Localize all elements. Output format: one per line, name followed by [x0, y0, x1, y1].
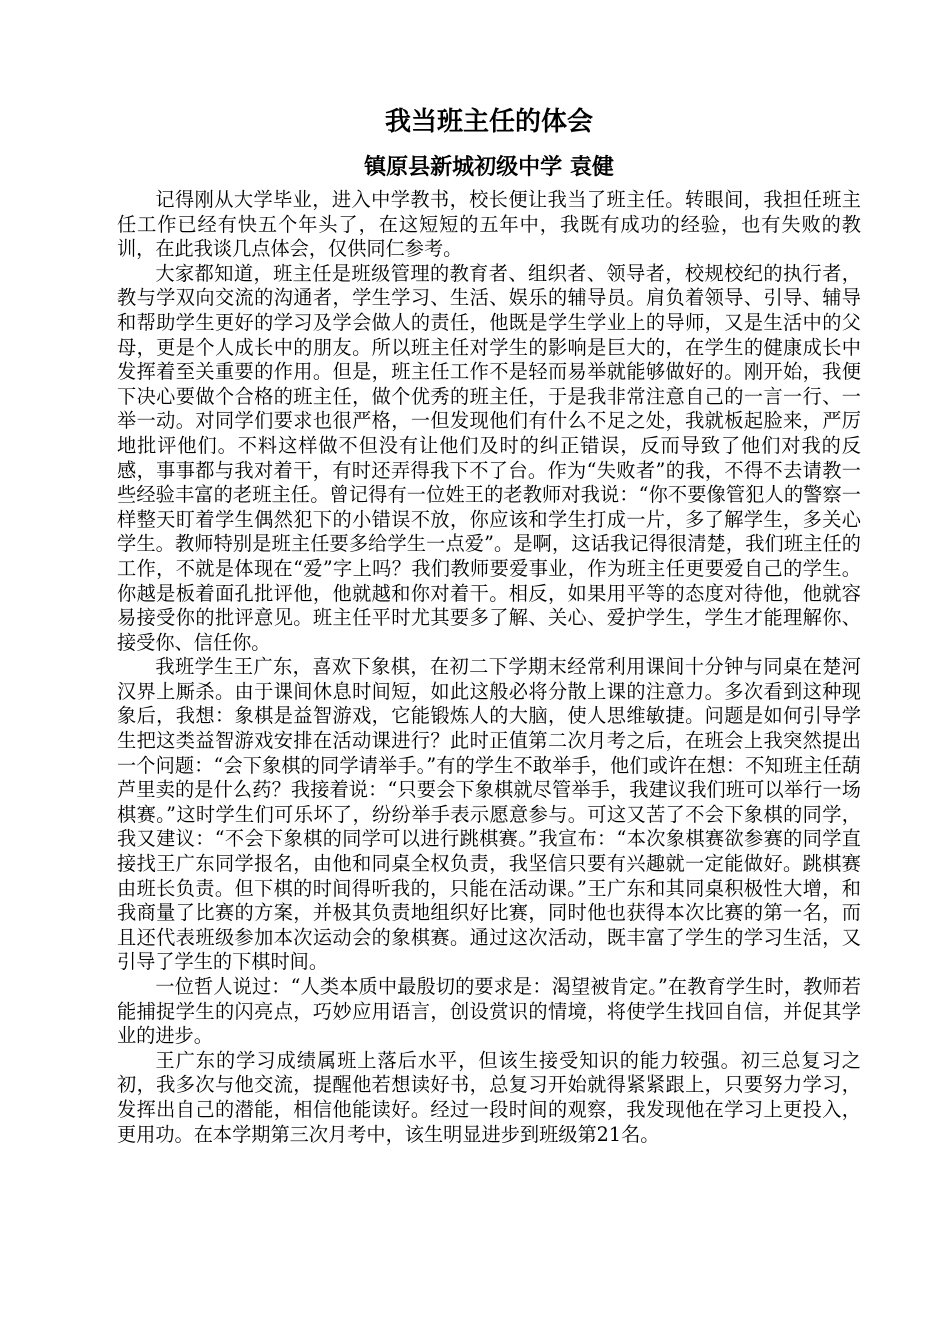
- paragraph: 一位哲人说过：“人类本质中最殷切的要求是：渴望被肯定。”在教育学生时，教师若能捕捉学生的闪亮点，巧妙应用语言，创设赏识的情境，将使学生找回自信，并促其学业的进步。: [117, 975, 861, 1048]
- paragraph: 大家都知道，班主任是班级管理的教育者、组织者、领导者，校规校纪的执行者，教与学双向交流的沟通者，学生学习、生活、娱乐的辅导员。肩负着领导、引导、辅导和帮助学生更好的学习及学会做人的责任，他既是学生学业上的导师，又是生活中的父母，更是个人成长中的朋友。所以班主任对学生的影响是巨大的，在学生的健康成长中发挥着至关重要的作用。但是，班主任工作不是轻而易举就能够做好的。刚开始，我便下决心要做个合格的班主任，做个优秀的班主任，于是我非常注意自己的一言一行、一举一动。对同学们要求也很严格，一但发现他们有什么不足之处，我就板起脸来，严厉地批评他们。不料这样做不但没有让他们及时的纠正错误，反而导致了他们对我的反感，事事都与我对着干，有时还弄得我下不了台。作为“失败者”的我，不得不去请教一些经验丰富的老班主任。曾记得有一位姓王的老教师对我说：“你不要像管犯人的警察一样整天盯着学生偶然犯下的小错误不放，你应该和学生打成一片，多了解学生，多关心学生。教师特别是班主任要多给学生一点爱”。是啊，这话我记得很清楚，我们班主任的工作，不就是体现在“爱”字上吗？我们教师要爱事业，作为班主任更要爱自己的学生。你越是板着面孔批评他，他就越和你对着干。相反，如果用平等的态度对待他，他就容易接受你的批评意见。班主任平时尤其要多了解、关心、爱护学生，学生才能理解你、接受你、信任你。: [117, 261, 861, 654]
- document-body: [117, 188, 861, 1147]
- paragraph: 我班学生王广东，喜欢下象棋，在初二下学期末经常利用课间十分钟与同桌在楚河汉界上厮杀。由于课间休息时间短，如此这般必将分散上课的注意力。多次看到这种现象后，我想：象棋是益智游戏，它能锻炼人的大脑，使人思维敏捷。问题是如何引导学生把这类益智游戏安排在活动课进行？此时正值第二次月考之后，在班会上我突然提出一个问题：“会下象棋的同学请举手。”有的学生不敢举手，他们或许在想：不知班主任葫芦里卖的是什么药？我接着说：“只要会下象棋就尽管举手，我建议我们班可以举行一场棋赛。”这时学生们可乐坏了，纷纷举手表示愿意参与。可这又苦了不会下象棋的同学，我又建议：“不会下象棋的同学可以进行跳棋赛。”我宣布：“本次象棋赛欲参赛的同学直接找王广东同学报名，由他和同桌全权负责，我坚信只要有兴趣就一定能做好。跳棋赛由班长负责。但下棋的时间得听我的，只能在活动课。”王广东和其同桌积极性大增，和我商量了比赛的方案，并极其负责地组织好比赛，同时他也获得本次比赛的第一名，而且还代表班级参加本次运动会的象棋赛。通过这次活动，既丰富了学生的学习生活，又引导了学生的下棋时间。: [117, 655, 861, 974]
- document-page: [117, 104, 861, 1147]
- paragraph: 记得刚从大学毕业，进入中学教书，校长便让我当了班主任。转眼间，我担任班主任工作已经有快五个年头了，在这短短的五年中，我既有成功的经验，也有失败的教训，在此我谈几点体会，仅供同仁参考。: [117, 188, 861, 261]
- author-line: 镇原县新城初级中学 袁健: [364, 154, 614, 180]
- paragraph: 王广东的学习成绩属班上落后水平，但该生接受知识的能力较强。初三总复习之初，我多次与他交流，提醒他若想读好书，总复习开始就得紧紧跟上，只要努力学习，发挥出自己的潜能，相信他能读好。经过一段时间的观察，我发现他在学习上更投入，更用功。在本学期第三次月考中，该生明显进步到班级第21名。: [117, 1048, 861, 1146]
- document-title: 我当班主任的体会: [384, 107, 593, 137]
